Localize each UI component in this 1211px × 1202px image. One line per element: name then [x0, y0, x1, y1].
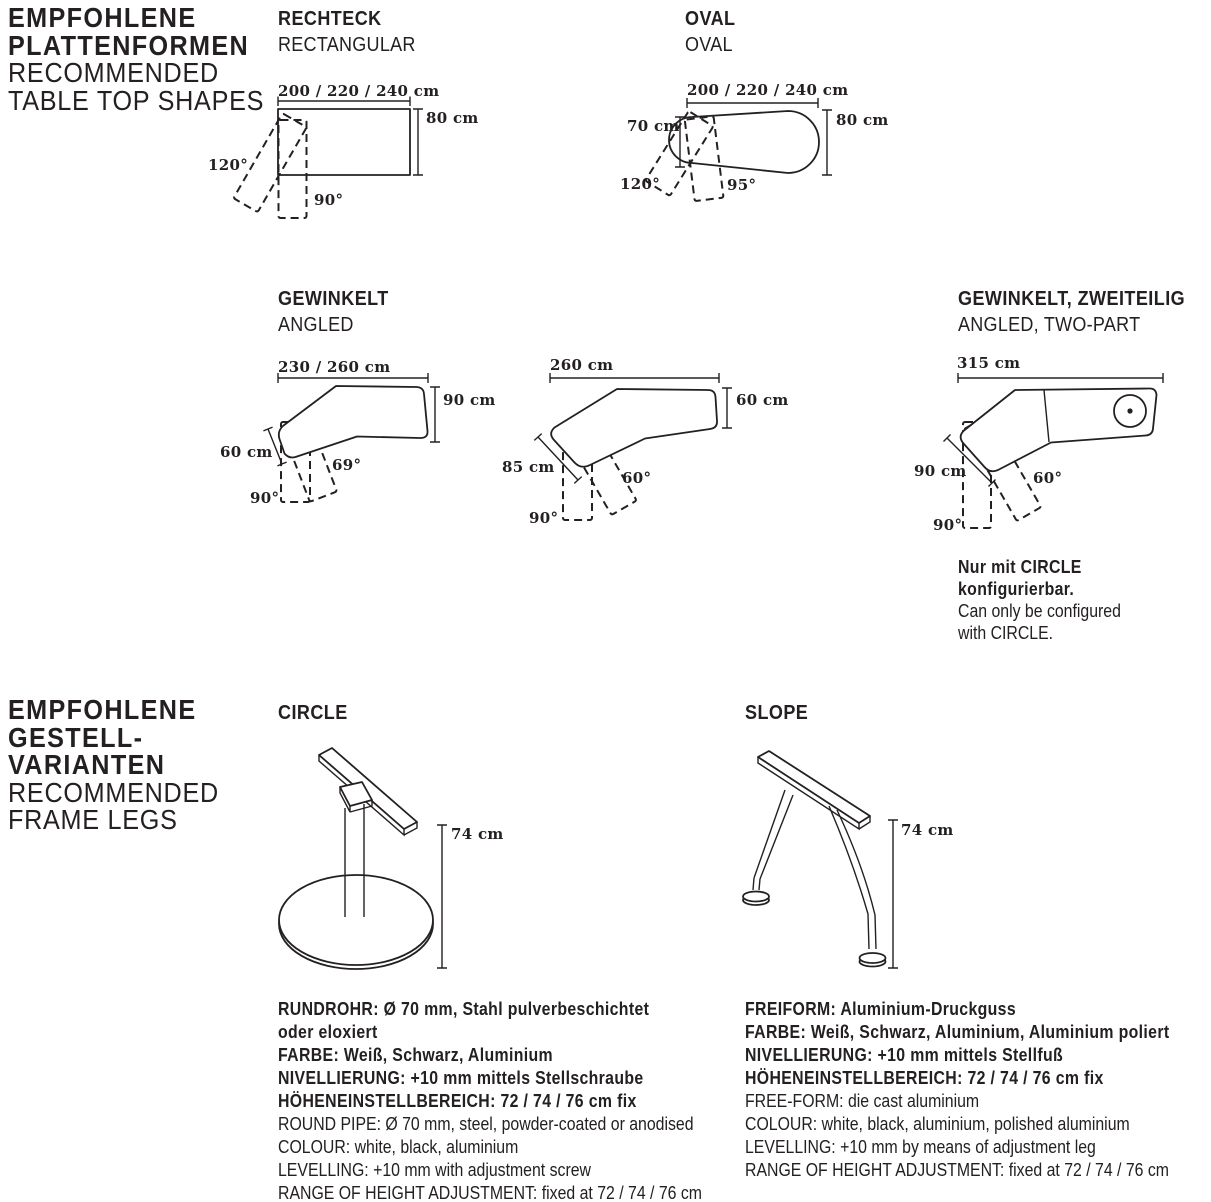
dim-left-depth-label: 70 cm	[627, 117, 680, 135]
dim-depth-label: 60 cm	[736, 391, 789, 409]
circle-leg-diagram	[270, 740, 510, 980]
oval-diagram	[600, 78, 910, 228]
heading-de-line: EMPFOHLENE	[8, 2, 197, 33]
dim-width-line	[550, 373, 719, 383]
title-en: OVAL	[685, 34, 733, 56]
spec-line-en: COLOUR: white, black, aluminium	[278, 1137, 519, 1157]
spec-line-de: oder eloxiert	[278, 1022, 378, 1042]
spec-line-de: FREIFORM: Aluminium-Druckguss	[745, 999, 1016, 1019]
right-foot-disc	[860, 953, 886, 963]
left-leg	[754, 790, 793, 879]
dim-width-label: 200 / 220 / 240 cm	[278, 82, 440, 100]
dim-width-label: 200 / 220 / 240 cm	[687, 81, 849, 99]
section-title-gewinkelt	[278, 286, 389, 338]
spec-line-en: LEVELLING: +10 mm with adjustment screw	[278, 1160, 591, 1180]
spec-line-en: ROUND PIPE: Ø 70 mm, steel, powder-coated or anodised	[278, 1114, 694, 1134]
dim-height-line	[888, 820, 898, 968]
spec-line-de: RUNDROHR: Ø 70 mm, Stahl pulverbeschichtet	[278, 999, 650, 1019]
beam-top-face	[319, 748, 417, 829]
heading-en-line: FRAME LEGS	[8, 804, 178, 835]
tabletop-angled-two-part	[961, 388, 1157, 471]
gewinkelt-v2-diagram	[490, 352, 800, 552]
angle-leg-label: 60°	[622, 469, 652, 487]
rechteck-diagram	[190, 78, 490, 238]
beam-top-face	[758, 751, 870, 823]
heading-en-line: RECOMMENDED	[8, 776, 219, 808]
heading-de-line: VARIANTEN	[8, 749, 166, 780]
angle-right-label: 90°	[933, 516, 963, 534]
spec-line-en: LEVELLING: +10 mm by means of adjustment leg	[745, 1137, 1096, 1157]
tabletop-angled	[279, 386, 428, 458]
dim-width-line	[958, 373, 1163, 383]
spec-line-en: RANGE OF HEIGHT ADJUSTMENT: fixed at 72 / 74 / 76 cm	[745, 1160, 1169, 1180]
dim-width-label: 260 cm	[550, 356, 614, 374]
spec-line-de: FARBE: Weiß, Schwarz, Aluminium, Aluminium poliert	[745, 1022, 1170, 1042]
left-foot-stem	[753, 878, 760, 890]
gewinkelt-v1-diagram	[210, 352, 510, 552]
heading-de-line: PLATTENFORMEN	[8, 29, 250, 61]
left-foot-disc	[743, 892, 769, 902]
title: CIRCLE	[278, 702, 348, 724]
zweiteilig-note	[958, 556, 1121, 644]
heading-en-line: TABLE TOP SHAPES	[8, 84, 265, 116]
base-disc	[279, 875, 433, 965]
dim-depth-line	[413, 109, 423, 175]
angle-leg-label: 95°	[727, 176, 757, 194]
tabletop-oval	[669, 111, 819, 173]
circle-leg-center-dot	[1127, 408, 1132, 413]
heading-frame-legs	[8, 696, 219, 834]
note-en-line: Can only be configured	[958, 601, 1121, 621]
heading-en-line: RECOMMENDED	[8, 57, 219, 88]
dim-depth-line	[722, 388, 732, 428]
note-en-line: with CIRCLE.	[958, 623, 1054, 643]
angle-right-label: 90°	[250, 489, 280, 507]
section-title-circle	[278, 700, 348, 726]
section-title-slope	[745, 700, 808, 726]
dim-width-label: 315 cm	[957, 354, 1021, 372]
title-de: OVAL	[685, 8, 736, 30]
spec-line-de: NIVELLIERUNG: +10 mm mittels Stellfuß	[745, 1045, 1064, 1065]
angle-right-label: 90°	[529, 509, 559, 527]
slope-leg-diagram	[725, 740, 965, 980]
dim-end-label: 90 cm	[914, 462, 967, 480]
dim-end-label: 60 cm	[220, 443, 273, 461]
heading-de-line: EMPFOHLENE	[8, 694, 197, 725]
heading-de-line: GESTELL-	[8, 721, 144, 753]
angle-open-label: 120°	[620, 175, 661, 193]
dim-depth-label: 90 cm	[443, 391, 496, 409]
title: SLOPE	[745, 702, 809, 724]
title-de: RECHTECK	[278, 8, 382, 30]
spec-line-en: RANGE OF HEIGHT ADJUSTMENT: fixed at 72 / 74 / 76 cm	[278, 1183, 702, 1202]
spec-line-de: FARBE: Weiß, Schwarz, Aluminium	[278, 1045, 553, 1065]
title-en: RECTANGULAR	[278, 34, 416, 56]
spec-line-de: HÖHENEINSTELLBEREICH: 72 / 74 / 76 cm fix	[278, 1091, 637, 1111]
dim-height-line	[437, 825, 447, 968]
slope-leg-specs	[745, 998, 1169, 1182]
spec-line-de: NIVELLIERUNG: +10 mm mittels Stellschraube	[278, 1068, 644, 1088]
angle-open-label: 120°	[208, 156, 249, 174]
zweiteilig-diagram	[905, 352, 1211, 552]
dim-right-depth-label: 80 cm	[836, 111, 889, 129]
angle-leg-label: 69°	[332, 456, 362, 474]
section-title-oval	[685, 6, 735, 58]
dim-end-label: 85 cm	[502, 458, 555, 476]
title-de: GEWINKELT, ZWEITEILIG	[958, 288, 1186, 310]
title-de: GEWINKELT	[278, 288, 389, 310]
tabletop-angled	[551, 389, 717, 467]
spec-line-en: FREE-FORM: die cast aluminium	[745, 1091, 980, 1111]
spec-line-en: COLOUR: white, black, aluminium, polished aluminium	[745, 1114, 1130, 1134]
note-de-line: Nur mit CIRCLE	[958, 557, 1082, 577]
section-title-rechteck	[278, 6, 416, 58]
dim-right-depth-line	[822, 110, 832, 175]
dim-width-line	[687, 98, 818, 108]
title-en: ANGLED	[278, 314, 354, 336]
dim-height-label: 74 cm	[451, 825, 504, 843]
dim-height-label: 74 cm	[901, 821, 954, 839]
dim-depth-label: 80 cm	[426, 109, 479, 127]
bench-95deg	[685, 116, 724, 201]
circle-leg-specs	[278, 998, 702, 1202]
dim-width-label: 230 / 260 cm	[278, 358, 391, 376]
spec-line-de: HÖHENEINSTELLBEREICH: 72 / 74 / 76 cm fix	[745, 1068, 1104, 1088]
section-title-zweiteilig	[958, 286, 1185, 338]
dim-depth-line	[430, 387, 440, 442]
title-en: ANGLED, TWO-PART	[958, 314, 1141, 336]
right-leg	[829, 806, 876, 949]
note-de-line: konfigurierbar.	[958, 579, 1075, 599]
angle-right-label: 90°	[314, 191, 344, 209]
angle-leg-label: 60°	[1033, 469, 1063, 487]
